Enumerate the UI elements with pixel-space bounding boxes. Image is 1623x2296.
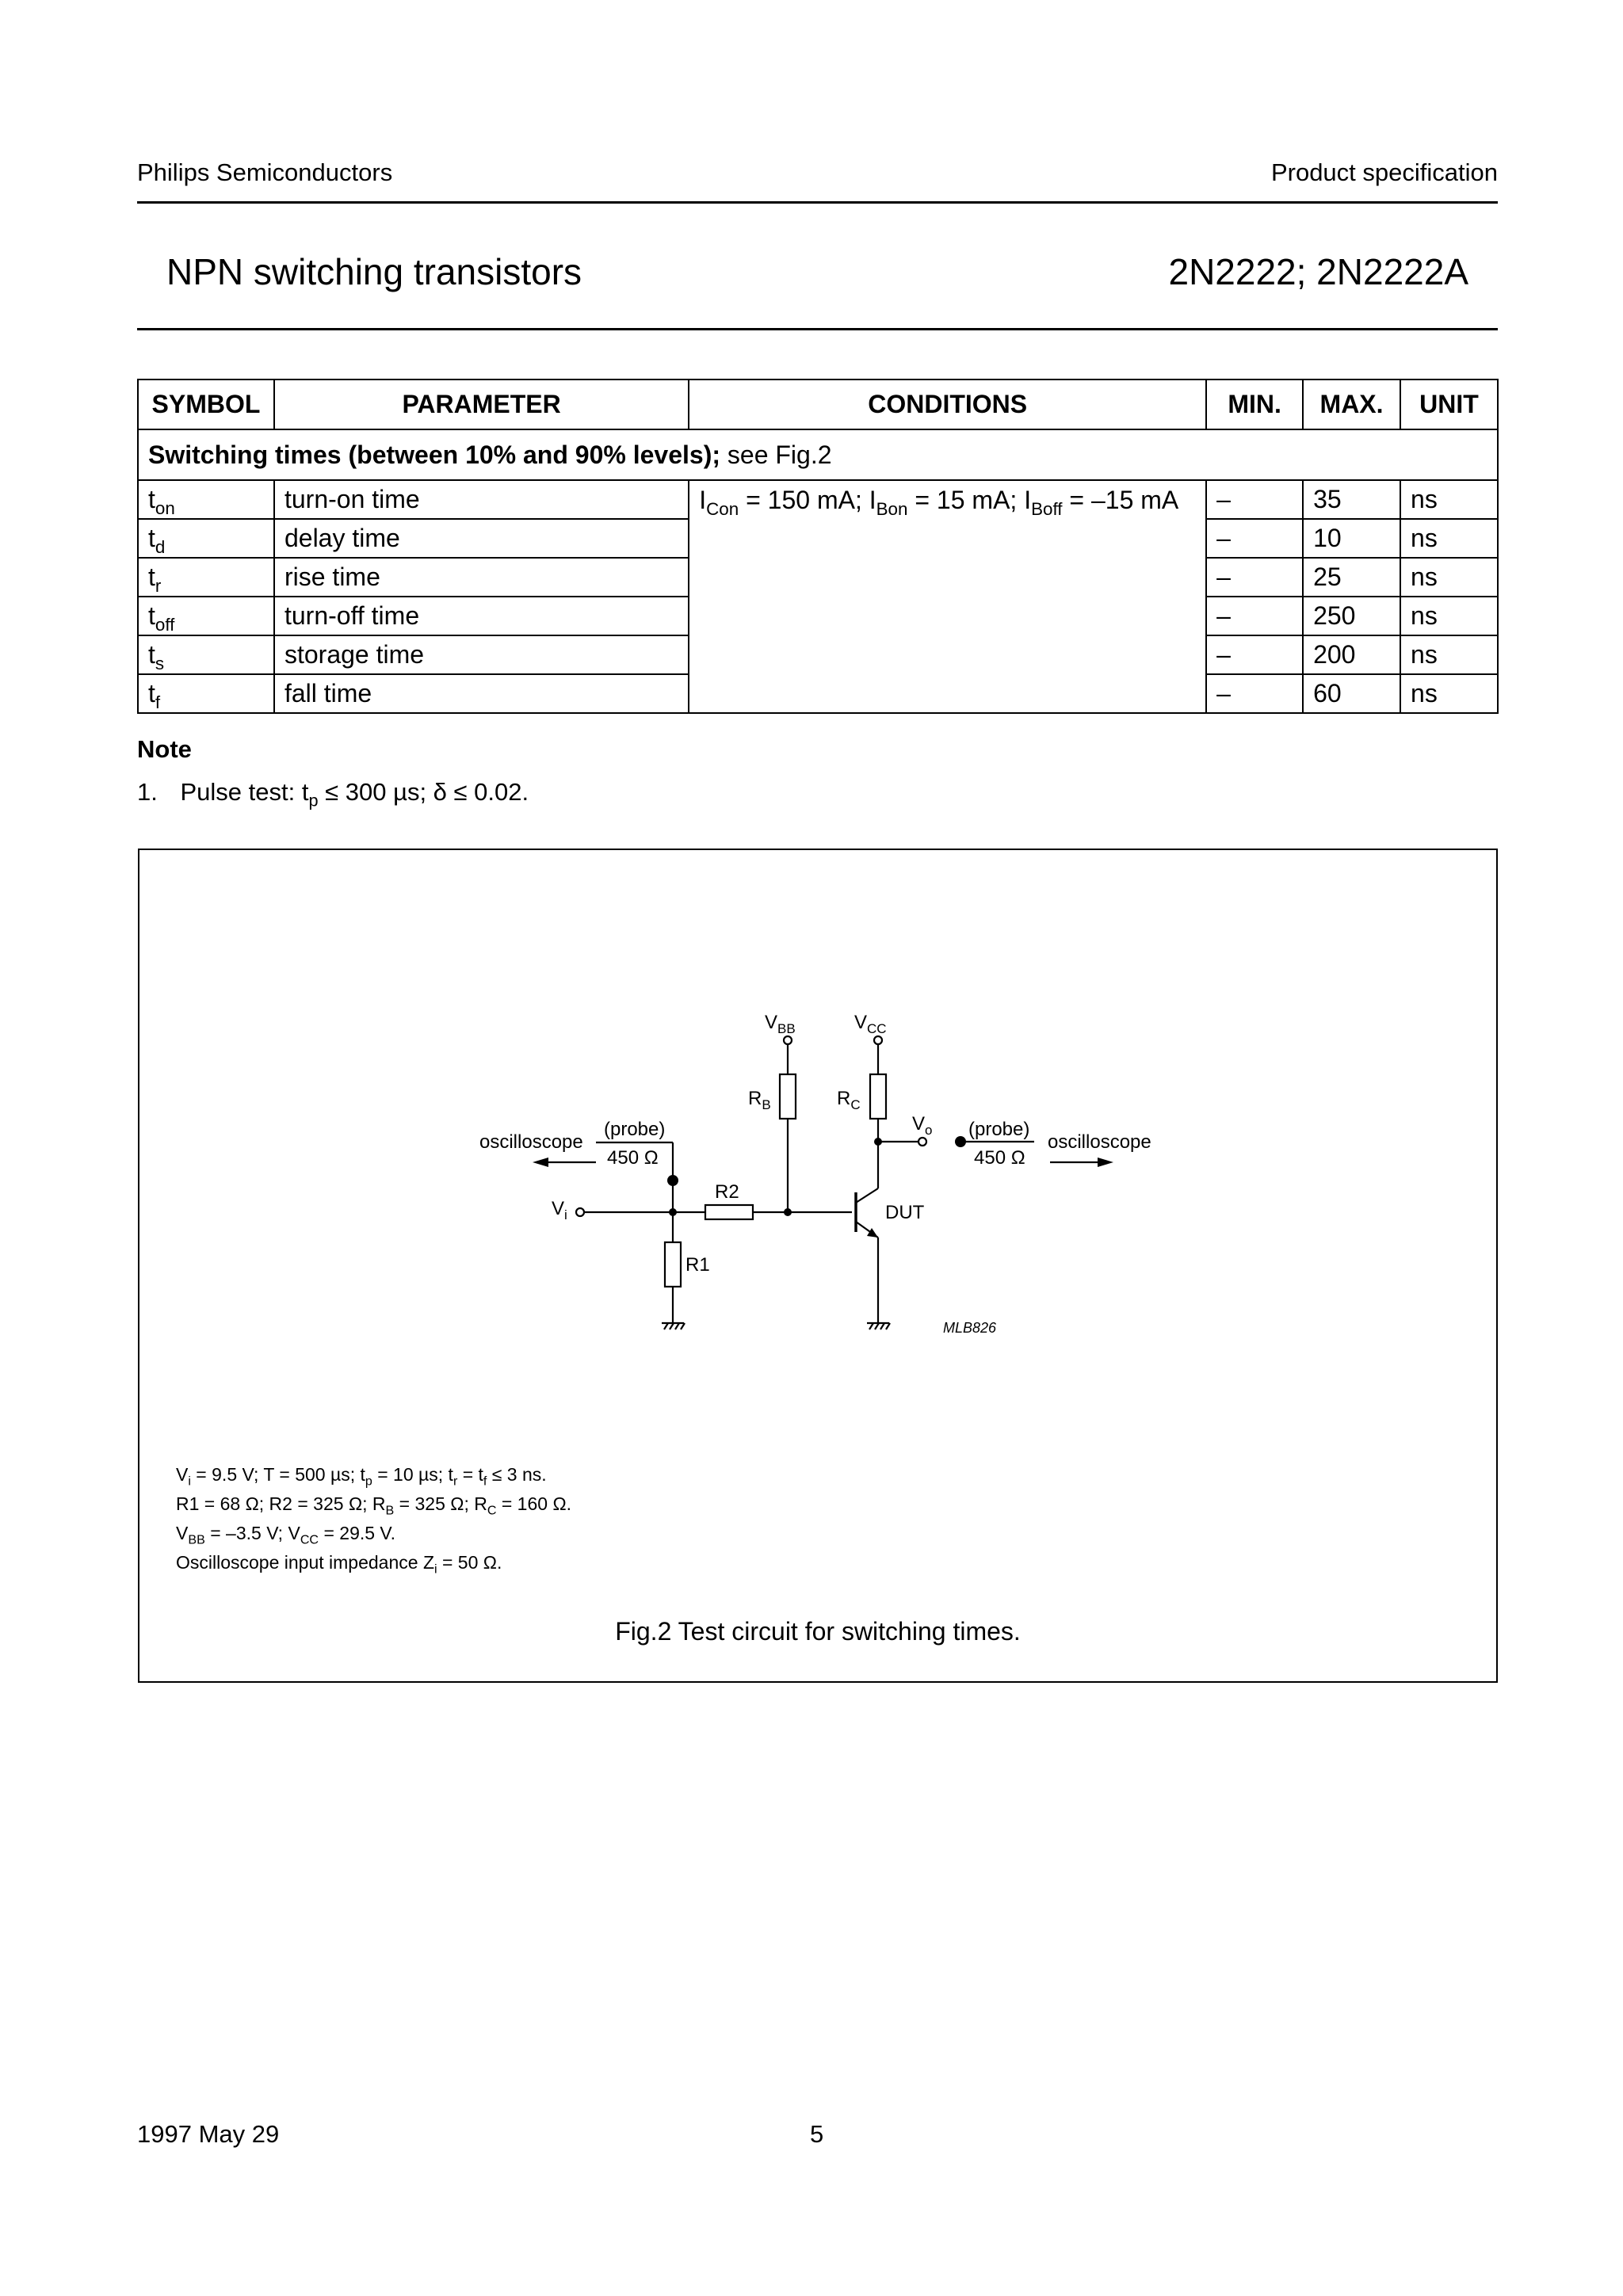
probe-tip-left: [667, 1175, 678, 1186]
min-cell: –: [1206, 674, 1303, 713]
page-number: 5: [810, 2120, 824, 2148]
junction-dot: [784, 1208, 792, 1216]
ground-symbol-right: [867, 1323, 890, 1329]
vi-label: $V_i$: [552, 1198, 567, 1222]
company-name: Philips Semiconductors: [137, 158, 393, 186]
vcc-terminal: [874, 1036, 882, 1044]
figure-conditions: [176, 1460, 571, 1577]
unit-cell: ns: [1400, 674, 1498, 713]
part-numbers: 2N2222; 2N2222A: [1168, 251, 1468, 292]
symbol-cell: $t_{on}$: [138, 480, 274, 519]
symbol-cell: $t_s$: [138, 635, 274, 674]
vbb-terminal: [784, 1036, 792, 1044]
probe-left-label: (probe): [604, 1119, 666, 1140]
conditions-cell: $I_{Con} = 150$ mA; $I_{Bon} = 15$ mA; $I_{Boff} = -15$ mA: [689, 480, 1206, 713]
emitter-arrow-icon: [867, 1228, 878, 1238]
oscilloscope-right-label: oscilloscope: [1048, 1131, 1151, 1153]
arrow-right-icon: [1098, 1158, 1113, 1167]
min-cell: –: [1206, 635, 1303, 674]
symbol-cell: $t_f$: [138, 674, 274, 713]
symbol-cell: $t_{off}$: [138, 597, 274, 635]
col-header-symbol: SYMBOL: [138, 379, 274, 429]
parameter-cell: delay time: [274, 519, 689, 558]
figure-code: MLB826: [943, 1320, 997, 1336]
impedance-left-label: 450 Ω: [607, 1147, 659, 1169]
ground-symbol-left: [662, 1323, 685, 1329]
unit-cell: ns: [1400, 635, 1498, 674]
junction-dot: [669, 1208, 677, 1216]
unit-cell: ns: [1400, 519, 1498, 558]
document-type: Product specification: [1270, 158, 1498, 186]
r2-resistor: [705, 1205, 753, 1219]
footer-date: 1997 May 29: [137, 2120, 280, 2148]
section-reference: see Fig.2: [720, 440, 832, 469]
max-cell: 25: [1303, 558, 1400, 597]
col-header-unit: UNIT: [1400, 379, 1498, 429]
note-text: Pulse test: $t_p \le 300$ µs; δ ≤ 0.02.: [180, 778, 529, 810]
col-header-max: MAX.: [1303, 379, 1400, 429]
rc-resistor: [870, 1074, 886, 1119]
dut-label: DUT: [885, 1202, 925, 1223]
r2-label: R2: [715, 1181, 739, 1203]
min-cell: –: [1206, 519, 1303, 558]
r1-resistor: [665, 1242, 681, 1287]
parameter-cell: turn-off time: [274, 597, 689, 635]
parameter-cell: rise time: [274, 558, 689, 597]
col-header-min: MIN.: [1206, 379, 1303, 429]
unit-cell: ns: [1400, 558, 1498, 597]
caption-line: $V_i = 9.5$ V; T = 500 µs; $t_p = 10$ µs; $t_r = t_f \le 3$ ns.: [176, 1464, 547, 1489]
symbol-cell: $t_d$: [138, 519, 274, 558]
probe-right-label: (probe): [968, 1119, 1030, 1140]
rb-label: $R_B$: [748, 1088, 771, 1112]
r1-label: R1: [685, 1254, 710, 1276]
vbb-label: $V_{BB}$: [765, 1012, 796, 1036]
col-header-parameter: PARAMETER: [274, 379, 689, 429]
rb-resistor: [780, 1074, 796, 1119]
parameter-cell: fall time: [274, 674, 689, 713]
unit-cell: ns: [1400, 480, 1498, 519]
min-cell: –: [1206, 480, 1303, 519]
min-cell: –: [1206, 597, 1303, 635]
parameter-cell: turn-on time: [274, 480, 689, 519]
max-cell: 200: [1303, 635, 1400, 674]
parameter-cell: storage time: [274, 635, 689, 674]
max-cell: 10: [1303, 519, 1400, 558]
unit-cell: ns: [1400, 597, 1498, 635]
arrow-left-icon: [533, 1158, 548, 1167]
page-title: NPN switching transistors: [166, 251, 582, 292]
vo-label: $V_o$: [912, 1113, 933, 1138]
col-header-conditions: CONDITIONS: [689, 379, 1206, 429]
note-heading: Note: [137, 735, 192, 763]
junction-dot: [874, 1138, 882, 1146]
max-cell: 60: [1303, 674, 1400, 713]
figure-title: Fig.2 Test circuit for switching times.: [615, 1617, 1021, 1646]
note-number: 1.: [137, 778, 158, 806]
caption-line: Oscilloscope input impedance $Z_i = 50$ Ω.: [176, 1552, 502, 1577]
vo-terminal: [918, 1138, 926, 1146]
oscilloscope-left-label: oscilloscope: [479, 1131, 583, 1153]
vcc-label: $V_{CC}$: [854, 1012, 887, 1036]
symbol-cell: $t_r$: [138, 558, 274, 597]
impedance-right-label: 450 Ω: [974, 1147, 1025, 1169]
max-cell: 250: [1303, 597, 1400, 635]
vi-terminal: [576, 1208, 584, 1216]
max-cell: 35: [1303, 480, 1400, 519]
min-cell: –: [1206, 558, 1303, 597]
caption-line: $V_{BB} = -3.5$ V; $V_{CC} = 29.5$ V.: [176, 1523, 396, 1547]
rc-label: $R_C$: [837, 1088, 861, 1112]
section-title: Switching times (between 10% and 90% levels);: [148, 440, 720, 469]
probe-tip-right: [955, 1136, 966, 1147]
caption-line: R1 = 68 Ω; R2 = 325 Ω; $R_B = 325$ Ω; $R_C = 160$ Ω.: [176, 1493, 572, 1518]
